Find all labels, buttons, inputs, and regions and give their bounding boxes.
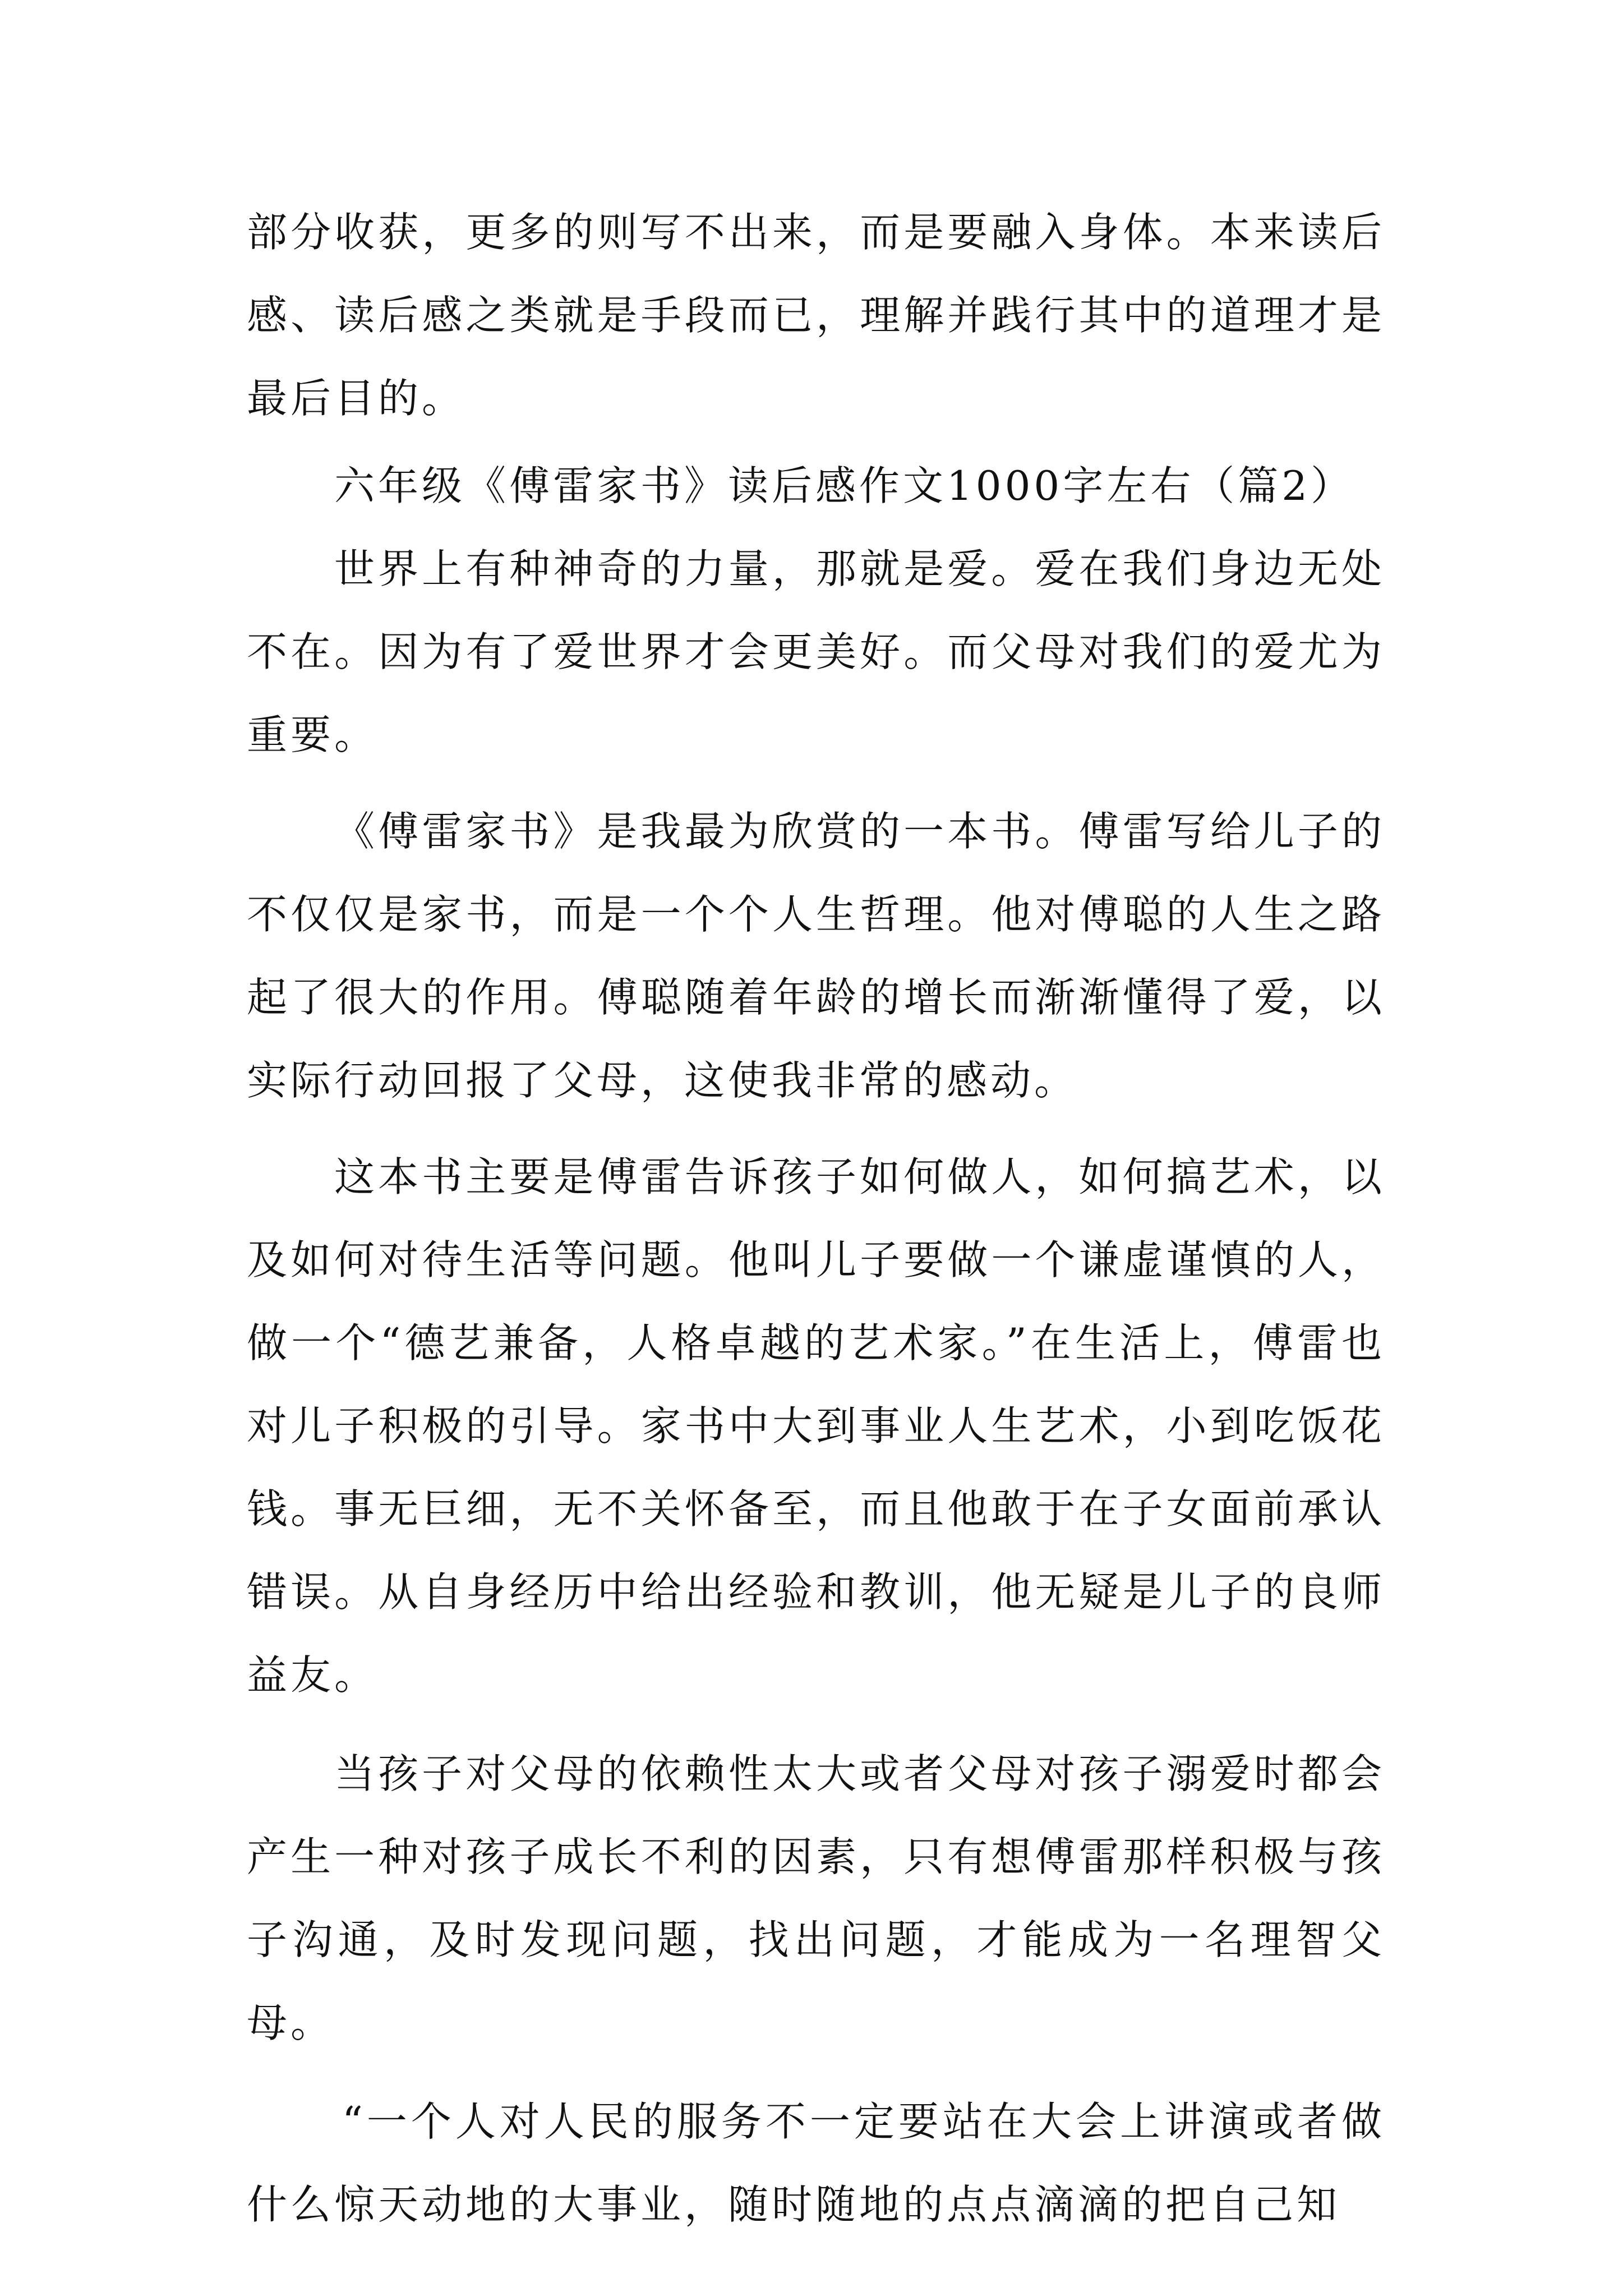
paragraph-content: 这本书主要是傅雷告诉孩子如何做人，如何搞艺术，以及如何对待生活等问题。他叫儿子要做一个谦虚谨慎的人，做一个“德艺兼备，人格卓越的艺术家。”在生活上，傅雷也对儿子积极的引导。家书中大到事业人生艺术，小到吃饭花钱。事无巨细，无不关怀备至，而且他敢于在子女面前承认错误。从自身经历中给出经验和教训，他无疑是儿子的良师益友。: [247, 1153, 1385, 1699]
essay-title: 六年级《傅雷家书》读后感作文1000字左右（篇2）: [334, 462, 1355, 509]
document-body: [247, 191, 1385, 2246]
paragraph-parents: 当孩子对父母的依赖性太大或者父母对孩子溺爱时都会产生一种对孩子成长不利的因素，只有想傅雷那样积极与孩子沟通，及时发现问题，找出问题，才能成为一名理智父母。: [247, 1750, 1385, 2046]
paragraph-continuation: 部分收获，更多的则写不出来，而是要融入身体。本来读后感、读后感之类就是手段而已，理解并践行其中的道理才是最后目的。: [247, 209, 1385, 422]
paragraph-quote: “一个人对人民的服务不一定要站在大会上讲演或者做什么惊天动地的大事业，随时随地的点点滴滴的把自己知: [247, 2098, 1385, 2228]
paragraph-intro: 世界上有种神奇的力量，那就是爱。爱在我们身边无处不在。因为有了爱世界才会更美好。而父母对我们的爱尤为重要。: [247, 545, 1385, 758]
paragraph-book: 《傅雷家书》是我最为欣赏的一本书。傅雷写给儿子的不仅仅是家书，而是一个个人生哲理。他对傅聪的人生之路起了很大的作用。傅聪随着年龄的增长而渐渐懂得了爱，以实际行动回报了父母，这使我非常的感动。: [247, 808, 1385, 1104]
